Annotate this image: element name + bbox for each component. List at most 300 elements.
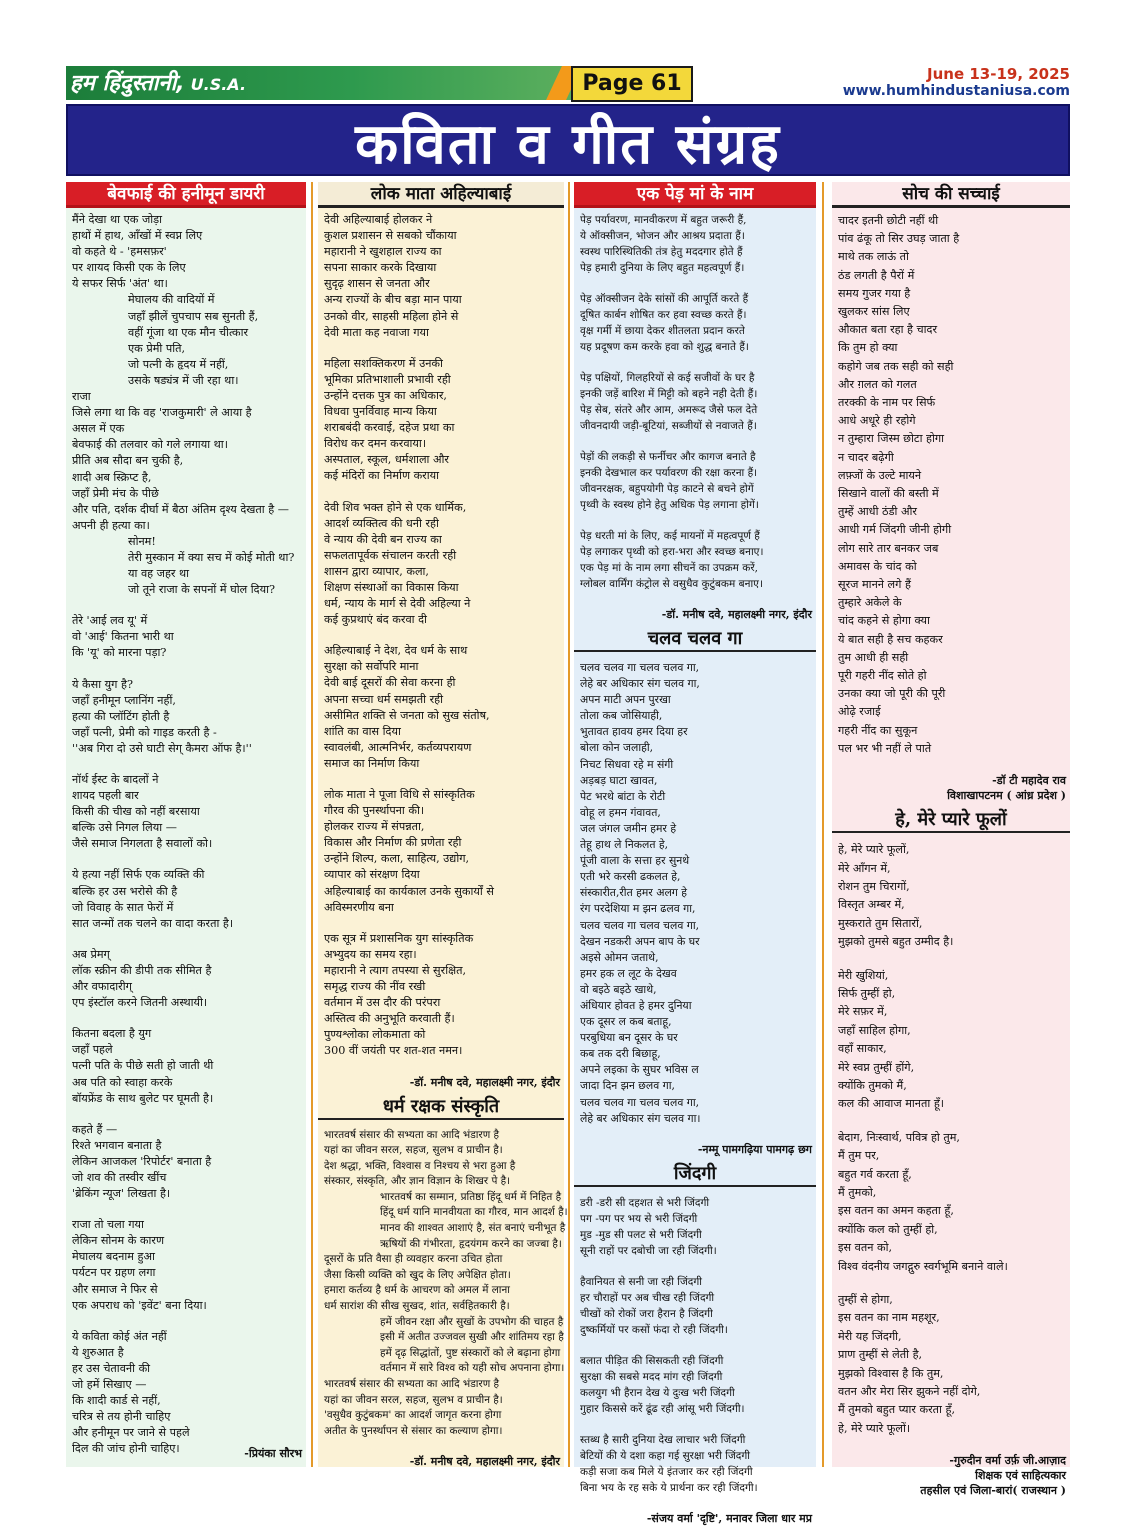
poem-line: खुलकर सांस लिए <box>838 305 910 319</box>
poem-body <box>574 1191 816 1496</box>
section-banner <box>66 104 1070 176</box>
poem-line: जहाँ हनीमून प्लानिंग नहीं, <box>72 693 176 707</box>
poem-line: हे, मेरे प्यारे फूलों। <box>838 1421 911 1435</box>
poem-line: पेड़ ऑक्सीजन देके सांसों की आपूर्ति करते हैं <box>580 293 749 305</box>
poem-line: मुस्कराते तुम सितारों, <box>838 916 923 930</box>
poem-line: पेड़ हमारी दुनिया के लिए बहुत महत्वपूर्ण हैं। <box>580 262 745 274</box>
poem-line: तेहू हाथ ले निकलत हे, <box>580 838 669 852</box>
poem-line: मानव की शाश्वत आशाएं है, संत बनाएं चनीभूत है <box>380 1222 566 1235</box>
poem-line: बेटियों की ये दशा कहा गई सुरक्षा भरी जिंदगी <box>580 1449 751 1462</box>
poem-heading: जिंदगी <box>574 1163 816 1187</box>
poem-line: सुरक्षा को सर्वोपरि माना <box>324 660 419 674</box>
stanza <box>72 613 300 661</box>
poem-line: शासन द्वारा व्यापार, कला, <box>324 564 429 578</box>
poem-body <box>574 208 816 592</box>
poem-line: अइसे ओमन जताथे, <box>580 950 659 964</box>
stanza <box>72 1026 300 1106</box>
poem-line: बेदाग, निःस्वार्थ, पवित्र हो तुम, <box>838 1130 960 1144</box>
poem-line: मेरी खुशियां, <box>838 968 889 982</box>
poem-line: जैसा किसी व्यक्ति को खुद के लिए अपेक्षित होता। <box>324 1268 511 1281</box>
poem-line: ठंड लगती है पैरों में <box>838 268 915 282</box>
poem-line: मेरे सफ़र में, <box>838 1005 888 1019</box>
poem-line: चांद कहने से होगा क्या <box>838 614 930 628</box>
poem-line: ये बात सही है सच कहकर <box>838 632 943 646</box>
poem-line: जिसे लगा था कि वह 'राजकुमारी' ले आया है <box>72 406 252 420</box>
poem-line: अपन माटी अपन पुरखा <box>580 693 671 707</box>
poem-line: चलव चलव गा चलव चलव गा, <box>580 918 700 932</box>
poem-line: वतन और मेरा सिर झुकने नहीं दोगे, <box>838 1385 981 1399</box>
poem-line: मैं तुमको, <box>838 1186 877 1199</box>
poem-heading: बेवफाई की हनीमून डायरी <box>66 182 306 208</box>
column-3 <box>574 182 816 1525</box>
stanza <box>580 1195 810 1259</box>
poem-line: निचट सिधवा रहे म संगी <box>580 757 674 771</box>
poem-line: वहीं गूंजा था एक मौन चीत्कार <box>128 325 249 339</box>
poem-line: कहते हैं — <box>72 1122 118 1136</box>
poem-line: कि शादी कार्ड से नहीं, <box>72 1394 161 1408</box>
poem-line: संस्कारीत,रीत हमर अलग हे <box>580 886 688 900</box>
poem-line: सुदृढ़ शासन से जनता और <box>324 277 430 291</box>
poem-line: उनका क्या जो पूरी की पूरी <box>838 687 946 701</box>
poem-line: जो तूने राजा के सपनों में घोल दिया? <box>128 583 275 597</box>
stanza <box>72 1329 300 1458</box>
poem-line: विधवा पुनर्विवाह मान्य किया <box>324 405 437 419</box>
poem-line: देवी अहिल्याबाई होलकर ने <box>324 213 433 226</box>
poem-line: तोला कब जोसियाही, <box>580 709 663 723</box>
poem-line: लफ़्जों के उल्टे मायने <box>838 468 922 482</box>
poem-line: अविस्मरणीय बना <box>324 900 394 914</box>
poem-line: समय गुजर गया है <box>838 286 911 300</box>
poem-line: ये कविता कोई अंत नहीं <box>72 1329 167 1343</box>
poem-line: तुम्हें आधी ठंडी और <box>838 505 917 519</box>
poem-line: और वफादारीग् <box>72 980 132 994</box>
stanza <box>324 787 558 916</box>
poem-line: क्योंकि तुमको मैं, <box>838 1078 907 1092</box>
poem-line: एप इंस्टॉल करने जितनी अस्थायी। <box>72 996 208 1010</box>
poem-line: राजा तो चला गया <box>72 1218 144 1232</box>
issue-info <box>843 66 1070 100</box>
poem-line: और ग़लत को गलत <box>838 377 917 391</box>
poem-line: मुझको विश्वास है कि तुम, <box>838 1366 944 1380</box>
section-title: कविता व गीत संग्रह <box>355 112 781 177</box>
poem-line: और पति, दर्शक दीर्घा में बैठा अंतिम दृश्य देखता है — <box>72 502 289 516</box>
stanza <box>72 867 300 931</box>
poem-line: लेहे बर अधिकार संग चलव गा, <box>580 677 700 691</box>
poem-line: हाथों में हाथ, आँखों में स्वप्न लिए <box>72 229 203 243</box>
poem-line: अमावस के चांद को <box>838 559 917 573</box>
poem-author: -प्रियंका सौरभ <box>244 1447 302 1460</box>
poem-line: जो शव की तस्वीर खींच <box>72 1170 167 1184</box>
poem-line: परबुधिया बन दूसर के घर <box>580 1031 678 1045</box>
stanza <box>72 677 300 757</box>
stanza <box>580 1353 810 1417</box>
poem-line: जल जंगल जमीन हमर हे <box>580 821 677 835</box>
poem-line: बोला कोन जलाही, <box>580 741 654 755</box>
column-2 <box>318 182 568 1469</box>
poem-line: तुम्हीं से होगा, <box>838 1293 893 1307</box>
poem-line: औकात बता रहा है चादर <box>838 323 938 337</box>
poem-line: तेरे 'आई लव यू' में <box>72 614 148 628</box>
poem-line: विरोध कर दमन करवाया। <box>324 437 427 451</box>
poem-line: रंग परदेशिया म झन ढलव गा, <box>580 902 696 916</box>
poem-line: ये शुरुआत है <box>72 1345 124 1359</box>
poem-line: अतीत के पुनर्स्थापन से संसार का कल्याण होगा। <box>324 1424 503 1437</box>
masthead <box>66 66 1070 102</box>
poem-line: एक दूसर ल कब बताहू, <box>580 1015 672 1029</box>
poem-line: अपनी ही हत्या का। <box>72 518 150 532</box>
poem-line: देश श्रद्धा, भक्ति, विश्वास व निश्चय से भरा हुआ है <box>324 1159 516 1172</box>
poem-line: भारतवर्ष का सम्मान, प्रतिष्ठा हिंदू धर्म में निहित है <box>380 1190 562 1203</box>
poem-line: अभ्युदय का समय रहा। <box>324 947 417 961</box>
poem-line: कई कुप्रथाएं बंद करवा दी <box>324 613 427 627</box>
poem-line: विश्व वंदनीय जगद्गुरु स्वर्गभूमि बनाने वाले। <box>838 1259 1008 1273</box>
issue-date: June 13-19, 2025 <box>927 65 1070 83</box>
poem-line: पेड़ों की लकड़ी से फर्नीचर और कागज बनाते है <box>580 451 756 463</box>
poem-line: वृक्ष गर्मी में छाया देकर शीतलता प्रदान करते <box>580 325 745 337</box>
poem-line: इस वतन का अमन कहता हूँ, <box>838 1204 954 1218</box>
stanza <box>580 291 810 355</box>
poem-body <box>832 837 1070 1438</box>
poem-line: चलव चलव गा चलव चलव गा, <box>580 1095 700 1109</box>
poem-line: पेड़ धरती मां के लिए, कई मायनों में महत्वपूर्ण हैं <box>580 530 760 542</box>
poem-line: बलात पीड़ित की सिसकती रही जिंदगी <box>580 1354 724 1367</box>
poem-line: गहरी नींद का सुकून <box>838 723 918 737</box>
poem-line: रिश्ते भगवान बनाता है <box>72 1138 162 1152</box>
poem-line: ऋषियों की गंभीरता, हृदयंगम करने का जज्बा है। <box>380 1237 562 1250</box>
poem-line: यह प्रदूषण कम करके हवा को शुद्ध बनाते हैं। <box>580 341 749 353</box>
poem-line: 'वसुधैव कुटुंबकम' का आदर्श जागृत करना होगा <box>324 1409 502 1422</box>
poem-line: उन्होंने शिल्प, कला, साहित्य, उद्योग, <box>324 852 470 866</box>
poem-line: लोग सारे तार बनकर जब <box>838 541 939 555</box>
poem-author: -डॉ. मनीष दवे, महालक्ष्मी नगर, इंदौर <box>409 1455 560 1469</box>
poem-line: स्तब्ध है सारी दुनिया देख लाचार भरी जिंदगी <box>580 1433 746 1446</box>
poem-line: बिना भय के रह सके ये प्रार्थना कर रही जिंदगी। <box>580 1481 758 1494</box>
poem-line: न तुम्हारा जिस्म छोटा होगा <box>838 432 945 446</box>
poem-line: व्यापार को संरक्षण दिया <box>324 868 420 882</box>
poem-line: तरक्की के नाम पर सिर्फ <box>838 396 936 410</box>
poem-author-place: विशाखापटनम ( आंध्र प्रदेश ) <box>947 789 1066 803</box>
stanza <box>324 931 558 1060</box>
poem-line: कब तक दरी बिछाहू, <box>580 1047 661 1061</box>
stanza <box>580 528 810 592</box>
poem-line: भारतवर्ष संसार की सभ्यता का आदि भंडारण है <box>324 1128 500 1141</box>
poem-line: इनकी जड़ें बारिश में मिट्टी को बहने नही देती हैं। <box>580 388 758 400</box>
poem-line: जो पत्नी के हृदय में नहीं, <box>128 357 229 371</box>
poem-line: पूरी गहरी नींद सोते हो <box>838 669 927 683</box>
poem-line: अस्पताल, स्कूल, धर्मशाला और <box>324 453 450 467</box>
poem-line: कलयुग भी हैरान देख ये दुःख भरी जिंदगी <box>580 1386 735 1399</box>
poem-author: -गुरुदीन वर्मा उर्फ़ जी.आज़ाद <box>949 1454 1066 1468</box>
poem-line: ये सफर सिर्फ 'अंत' था। <box>72 277 168 291</box>
poem-line: 300 वीं जयंती पर शत-शत नमन। <box>324 1044 463 1058</box>
poem-line: एक अपराध को 'इवेंट' बना दिया। <box>72 1298 207 1312</box>
poem-line: किसी की चीख को नहीं बरसाया <box>72 805 200 819</box>
poem-line: आधी गर्म जिंदगी जीनी होगी <box>838 523 952 537</box>
stanza <box>324 643 558 772</box>
poem-line: इसी में अतीत उज्जवल सुखी और शांतिमय रहा है <box>380 1331 564 1344</box>
poem-line: दूसरों के प्रति वैसा ही व्यवहार करना उचित होता <box>324 1253 503 1266</box>
poem-line: सिखाने वालों की बस्ती में <box>838 487 939 501</box>
poem-line: महारानी ने त्याग तपस्या से सुरक्षित, <box>324 963 467 977</box>
poem-line: लेहे बर अधिकार संग चलव गा। <box>580 1111 701 1125</box>
poem-line: अंधियार होवत हे हमर दुनिया <box>580 998 692 1012</box>
poem-line: गुहार किससे करें ढूंढ रही आंसू भरी जिंदगी। <box>580 1402 745 1415</box>
poem-line: अपना सच्चा धर्म समझती रही <box>324 692 443 706</box>
stanza <box>838 841 1064 951</box>
poem-line: एक प्रेमी पति, <box>128 341 186 355</box>
poem-heading: चलव चलव गा <box>574 628 816 652</box>
poem-line: लेकिन आजकल 'रिपोर्टर' बनाता है <box>72 1154 212 1168</box>
poem-line: प्रीति अब सौदा बन चुकी है, <box>72 454 184 468</box>
poem-line: हमारा कर्तव्य है धर्म के आचरण को अमल में लाना <box>324 1284 510 1297</box>
poem-line: उसके षड्यंत्र में जी रहा था। <box>128 373 239 387</box>
poem-line: कि तुम हो क्या <box>838 341 898 355</box>
poem-line: इस वतन को, <box>838 1241 893 1255</box>
poem-line: कहोगे जब तक सही को सही <box>838 359 954 373</box>
poem-line: हैवानियत से सनी जा रही जिंदगी <box>580 1275 703 1288</box>
poem-line: मेघालय की वादियों में <box>128 293 215 307</box>
poem-line: समृद्ध राज्य की नींव रखी <box>324 980 426 994</box>
poem-body <box>318 1124 568 1440</box>
poem-line: ये कैसा युग है? <box>72 677 133 691</box>
poem-line: तुम आधी ही सही <box>838 650 909 664</box>
poem-line: कड़ी सजा कब मिले ये इंतजार कर रही जिंदगी <box>580 1465 753 1478</box>
poem-line: वर्तमान में उस दौर की परंपरा <box>324 996 441 1010</box>
poem-line: सफलतापूर्वक संचालन करती रही <box>324 548 457 562</box>
poem-line: जहाँ पत्नी, प्रेमी को गाइड करती है - <box>72 725 217 739</box>
poem-line: सूरज मानने लगे हैं <box>838 578 911 592</box>
stanza <box>838 1291 1064 1438</box>
poem-line: मैं तुम पर, <box>838 1149 880 1163</box>
poem-line: हर चौराहों पर अब चीख रही जिंदगी <box>580 1291 715 1304</box>
poem-line: माथे तक लाऊं तो <box>838 250 909 264</box>
poem-line: पूंजी वाला के सत्ता हर सुनथे <box>580 854 690 868</box>
poem-line: या वह जहर था <box>128 567 190 581</box>
poem-line: एक पेड़ मां के नाम लगा सीचनें का उपक्रम करें, <box>580 562 758 574</box>
stanza <box>580 449 810 513</box>
poem-heading: हे, मेरे प्यारे फूलों <box>832 809 1070 833</box>
column-divider <box>822 182 824 1467</box>
poem-line: न चादर बढ़ेगी <box>838 450 894 464</box>
poem-line: जहाँ प्रेमी मंच के पीछे <box>72 486 159 500</box>
poem-line: पृथ्वी के स्वस्थ होने हेतु अधिक पेड़ लगाना होगें। <box>580 499 759 511</box>
poem-line: चादर इतनी छोटी नहीं थी <box>838 214 939 227</box>
column-1-footer <box>66 1446 306 1461</box>
poem-line: चीखों को रोकों जरा हैरान है जिंदगी <box>580 1307 713 1320</box>
poem-line: सोनम! <box>128 534 156 548</box>
poem-line: बॉयफ्रेंड के साथ बुलेट पर घूमती है। <box>72 1091 214 1105</box>
page-number: Page 61 <box>571 66 693 102</box>
poem-author: -नम्मू पामगढ़िया पामगढ़ छग <box>697 1142 812 1156</box>
poem-heading: एक पेड़ मां के नाम <box>574 182 816 208</box>
poem-line: शायद पहली बार <box>72 789 139 803</box>
poem-line: पर शायद किसी एक के लिए <box>72 261 186 275</box>
poem-line: मुड -मुड सी पलट से भरी जिंदगी <box>580 1228 702 1241</box>
column-1 <box>66 182 306 1467</box>
poem-line: जहाँ साहिल होगा, <box>838 1023 911 1037</box>
poem-line: हत्या की प्लॉटिंग होती है <box>72 709 170 723</box>
poem-line: आधे अधूरे ही रहोगे <box>838 414 916 428</box>
poem-body <box>318 208 564 1060</box>
poem-author: -डॉ. मनीष दवे, महालक्ष्मी नगर, इंदौर <box>409 1075 560 1089</box>
poem-line: कई मंदिरों का निर्माण कराया <box>324 469 440 483</box>
poem-line: जो विवाह के सात फेरों में <box>72 900 174 914</box>
poem-line: भारतवर्ष संसार की सभ्यता का आदि भंडारण है <box>324 1378 500 1390</box>
poem-line: पेड़ लगाकर पृथ्वी को हरा-भरा और स्वच्छ बनाए। <box>580 546 764 558</box>
poem-line: पत्नी पति के पीछे सती हो जाती थी <box>72 1059 214 1073</box>
stanza <box>580 1432 810 1496</box>
poem-line: अहिल्याबाई का कार्यकाल उनके सुकार्यों से <box>324 884 494 898</box>
poem-line: जादा दिन झन छलव गा, <box>580 1079 675 1093</box>
stanza <box>72 1122 300 1202</box>
poem-line: पेट भरथे बांटा के रोटी <box>580 789 666 803</box>
poem-line: हमें जीवन रक्षा और सुखों के उपभोग की चाहत है <box>380 1315 564 1328</box>
poem-line: बल्कि उसे निगल लिया — <box>72 821 177 835</box>
poem-line: मैं तुमको बहुत प्यार करता हूँ, <box>838 1403 956 1417</box>
stanza <box>838 212 1064 758</box>
poem-line: बेवफाई की तलवार को गले लगाया था। <box>72 438 228 452</box>
poem-line: अड़बड़ घाटा खावत, <box>580 773 658 787</box>
poem-line: भूमिका प्रतिभाशाली प्रभावी रही <box>324 372 451 386</box>
poem-line: मेरे आँगन में, <box>838 861 891 875</box>
poem-line: सिर्फ तुम्हीं हो, <box>838 986 896 1000</box>
stanza <box>324 356 558 485</box>
poem-body <box>574 656 816 1127</box>
stanza <box>580 1274 810 1338</box>
poem-body <box>832 208 1070 758</box>
poem-line: जहाँ झीलें चुपचाप सब सुनती हैं, <box>128 309 259 323</box>
poem-line: शांति का वास दिया <box>324 724 401 738</box>
poem-line: देखन नडकरी अपन बाप के घर <box>580 934 700 948</box>
poem-line: उन्होंने दत्तक पुत्र का अधिकार, <box>324 388 447 402</box>
poem-line: ''अब गिरा दो उसे घाटी सेग् कैमरा ऑफ है।'' <box>72 741 252 755</box>
poem-line: असीमित शक्ति से जनता को सुख संतोष, <box>324 708 490 722</box>
poem-line: जीवनरक्षक, बहुपयोगी पेड़ काटने से बचने होगें <box>580 483 754 495</box>
poem-author: -डॉ. मनीष दवे, महालक्ष्मी नगर, इंदौर <box>661 608 812 621</box>
poem-line: विकास और निर्माण की प्रणेता रही <box>324 836 462 850</box>
poem-line: हर उस चेतावनी की <box>72 1361 151 1375</box>
column-4 <box>832 182 1070 1498</box>
poem-line: जहाँ पहले <box>72 1043 113 1057</box>
column-divider <box>311 182 313 1467</box>
poem-line: धर्म सारांश की सीख सुखद, शांत, सर्वहितकारी है। <box>324 1300 510 1313</box>
poem-line: यहां का जीवन सरल, सहज, सुलभ व प्राचीन है। <box>324 1393 503 1406</box>
poem-line: गौरव की पुनर्स्थापना की। <box>324 804 425 818</box>
poem-line: जो हमें सिखाए — <box>72 1378 147 1391</box>
stanza <box>580 212 810 276</box>
poem-line: संस्कार, संस्कृति, और ज्ञान विज्ञान के शिखर पे है। <box>324 1175 511 1188</box>
brand-suffix: U.S.A. <box>190 75 247 94</box>
poem-heading: सोच की सच्चाई <box>832 182 1070 208</box>
poem-line: असल में एक <box>72 422 125 436</box>
stanza <box>324 500 558 629</box>
stanza <box>580 370 810 434</box>
poem-line: होलकर राज्य में संपन्नता, <box>324 820 425 834</box>
poem-line: वोहू ल हमन गंवावत, <box>580 805 661 819</box>
poem-line: पेड़ पर्यावरण, मानवीकरण में बहुत जरूरी हैं, <box>580 214 747 226</box>
poem-line: स्वावलंबी, आत्मनिर्भर, कर्तव्यपरायण <box>324 740 472 754</box>
poem-line: देवी बाई दूसरों की सेवा करना ही <box>324 676 456 690</box>
stanza <box>838 967 1064 1114</box>
poem-line: सूनी राहों पर दबोची जा रही जिंदगी। <box>580 1244 717 1257</box>
poem-line: राजा <box>72 390 91 404</box>
poem-line: वो बइठे बइठे खाथे, <box>580 982 657 996</box>
poem-line: लॉक स्क्रीन की डीपी तक सीमित है <box>72 963 212 977</box>
poem-author: -संजय वर्मा 'दृष्टि', मनावर जिला धार मप्र <box>646 1511 812 1525</box>
poem-author-place: तहसील एवं जिला-बारां( राजस्थान ) <box>920 1484 1066 1498</box>
poem-line: शादी अब स्क्रिप्ट है, <box>72 470 152 484</box>
poem-line: पेड़ सेब, संतरे और आम, अमरूद जैसे फल देते <box>580 404 758 416</box>
poem-line: कितना बदला है युग <box>72 1027 152 1041</box>
poem-line: डरी -डरी सी दहशत से भरी जिंदगी <box>580 1196 710 1209</box>
poem-line: ये ऑक्सीजन, भोजन और आश्रय प्रदाता हैं। <box>580 230 745 242</box>
poem-line: कि 'यू' को मारना पड़ा? <box>72 646 167 660</box>
poem-line: पर्यटन पर ग्रहण लगा <box>72 1266 156 1280</box>
poem-line: ओढ़े रजाई <box>838 705 881 719</box>
poem-line: पग -पग पर भय से भरी जिंदगी <box>580 1212 698 1225</box>
poem-line: क्योंकि कल को तुम्हीं हो, <box>838 1222 938 1236</box>
poem-line: मेरी यह जिंदगी, <box>838 1329 902 1343</box>
poem-line: वो 'आई' कितना भारी था <box>72 630 174 644</box>
poem-line: शराबबंदी करवाई, दहेज प्रथा का <box>324 421 455 435</box>
poem-line: हमें दृढ़ सिद्धांतों, पुष्ट संस्कारों को ले बढ़ाना होगा <box>380 1346 561 1359</box>
poem-line: जैसे समाज निगलता है सवालों को। <box>72 837 213 851</box>
poem-line: देवी शिव भक्त होने से एक धार्मिक, <box>324 500 467 514</box>
poem-line: एक सूत्र में प्रशासनिक युग सांस्कृतिक <box>324 931 474 945</box>
poem-line: कुशल प्रशासन से सबको चौंकाया <box>324 229 457 243</box>
column-divider <box>568 182 570 1467</box>
poem-line: कल की आवाज मानता हूँ। <box>838 1097 944 1111</box>
stanza <box>580 660 810 1127</box>
poem-line: एती भरे करसी ढकलत हे, <box>580 870 681 884</box>
poem-line: वो कहते थे - 'हमसफ़र' <box>72 245 167 259</box>
stanza <box>72 212 300 598</box>
site-url[interactable]: www.humhindustaniusa.com <box>842 83 1070 99</box>
poem-author: -डॉ टी महादेव राव <box>992 774 1066 788</box>
poem-line: बहुत गर्व करता हूँ, <box>838 1167 912 1181</box>
poem-line: चलव चलव गा चलव चलव गा, <box>580 661 700 674</box>
poem-line: रोशन तुम चिरागों, <box>838 879 910 893</box>
poem-line: हिंदू धर्म यानि मानवीयता का गौरव, मान आदर्श है। <box>380 1206 568 1219</box>
poem-line: वहाँ साकार, <box>838 1042 887 1056</box>
poem-line: मैंने देखा था एक जोड़ा <box>72 213 163 226</box>
poem-heading: धर्म रक्षक संस्कृति <box>318 1096 564 1120</box>
poem-line: प्राण तुम्हीं से लेती है, <box>838 1348 923 1362</box>
brand-bar <box>66 66 586 100</box>
poem-line: ये हत्या नहीं सिर्फ एक व्यक्ति की <box>72 868 205 882</box>
poem-line: हमर हक ल लूट के देखव <box>580 966 677 980</box>
stanza <box>838 1129 1064 1276</box>
poem-line: यहां का जीवन सरल, सहज, सुलभ व प्राचीन है। <box>324 1144 503 1157</box>
poem-line: लेकिन सोनम के कारण <box>72 1234 165 1248</box>
poem-body <box>66 208 306 1457</box>
poem-line: समाज का निर्माण किया <box>324 756 420 770</box>
poem-line: नॉर्थ ईस्ट के बादलों ने <box>72 773 159 786</box>
poem-line: वर्तमान में सारे विश्व को यही सोच अपनाना होगा। <box>380 1362 565 1375</box>
poem-line: अपने लइका के सुघर भविस ल <box>580 1063 699 1077</box>
poem-line: धर्म, न्याय के मार्ग से देवी अहिल्या ने <box>324 597 471 611</box>
poem-line: इनकी देखभाल कर पर्यावरण की रक्षा करना हैं। <box>580 467 758 479</box>
poem-line: जीवनदायी जड़ी-बूटियां, सब्जीयों से नवाजते हैं। <box>580 420 757 432</box>
stanza <box>72 772 300 852</box>
poem-line: तुम्हारे अकेले के <box>838 596 902 610</box>
poem-line: महिला सशक्तिकरण में उनकी <box>324 356 443 370</box>
poem-line: मुझको तुमसे बहुत उम्मीद है। <box>838 935 954 949</box>
poem-line: सात जन्मों तक चलने का वादा करता है। <box>72 916 234 930</box>
poem-author-role: शिक्षक एवं साहित्यकार <box>975 1469 1066 1483</box>
poem-line: सपना साकार करके दिखाया <box>324 261 437 275</box>
poem-line: उनको वीर, साहसी महिला होने से <box>324 309 459 323</box>
